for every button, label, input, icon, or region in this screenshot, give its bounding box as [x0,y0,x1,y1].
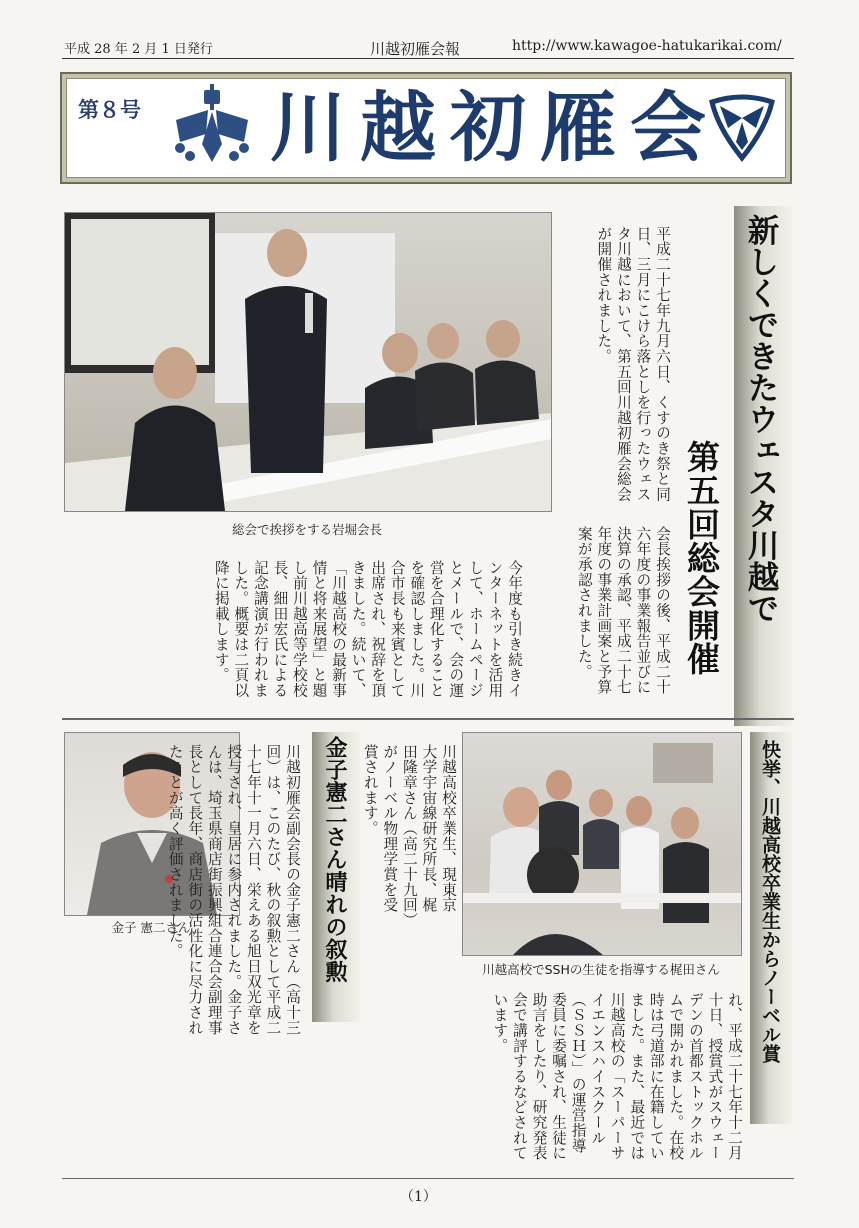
article2-paragraph-bottom: れ、平成二十七年十二月十日、授賞式がスウェーデンの首都ストックホルムで開かれました。在校時は弓道部に在籍していました。また、最近では川越高校の「スーパーサイエンスハイスクール（ＳＳＨ）」の運営指導委員に委嘱され、生徒に助言をしたり、研究発表会で講評するなどされています。 [491,992,743,1161]
article1-headline-main: 新しくできたウェスタ川越で [743,214,779,624]
alumni-emblem-icon [706,88,778,166]
article2-paragraph-mid: 川越高校卒業生、現東京大学宇宙線研究所長、梶田隆章さん（高二十九回）がノーベル物理学賞を受賞されます。 [361,744,457,921]
header-rule [62,58,794,59]
article2-headline: 快挙、川越高校卒業生からノーベル賞 [759,740,781,1063]
general-meeting-photo [64,212,552,512]
issue-number: 第８号 [78,98,141,122]
masthead-title: 川越初雁会 [270,83,720,172]
ssh-students-photo [462,732,742,956]
article3-paragraph: 川越初雁会副会長の金子憲二さん（高十三回）は、このたび、秋の叙勲として平成二十七年十一月六日、栄えある旭日双光章を授与され、皇居に参内されました。金子さんは、埼玉県商店街振興組合連合会副理事長として長年、商店街の活性化に尽力されたことが高く評価されました。 [166,744,301,1036]
article1-paragraph-mid: 会長挨拶の後、平成二十六年度の事業報告並びに決算の承認、平成二十七年度の事業計画案と予算案が承認されました。 [575,526,671,695]
general-meeting-caption: 総会で挨拶をする岩堀会長 [231,522,382,537]
paper-name: 川越初雁会報 [370,40,461,58]
kaneko-caption: 金子 憲二さん [111,920,191,935]
general-meeting-photo-figures [65,213,551,511]
ssh-caption: 川越高校でSSHの生徒を指導する梶田さん [482,962,720,977]
page-number: （1） [400,1189,437,1205]
article1-headline-sub: 第五回総会開催 [682,440,721,676]
article3-headline: 金子憲二さん晴れの叙勲 [322,736,347,983]
section-separator [62,718,794,720]
website-url[interactable]: http://www.kawagoe-hatukarikai.com/ [512,38,782,54]
article1-paragraph-bottom: 今年度も引き続きインターネットを活用して、ホームページとメールで、会の運営を合理化することを確認しました。川合市長も来賓として出席され、祝辞を頂きました。続いて、「川越高校の最新事情と将来展望」と題し前川越高等学校校長、細田宏氏による記念講演が行われました。概要は二頁以降に掲載します。 [212,560,523,698]
ssh-students-figures [463,733,741,955]
school-crest-icon [166,82,258,168]
footer-rule [62,1178,794,1179]
article1-paragraph-top: 平成二十七年九月六日、くすのき祭と同日、三月にこけら落としを行ったウェスタ川越において、第五回川越初雁会総会が開催されました。 [595,226,671,502]
issue-date: 平成 28 年 2 月 1 日発行 [64,42,213,57]
